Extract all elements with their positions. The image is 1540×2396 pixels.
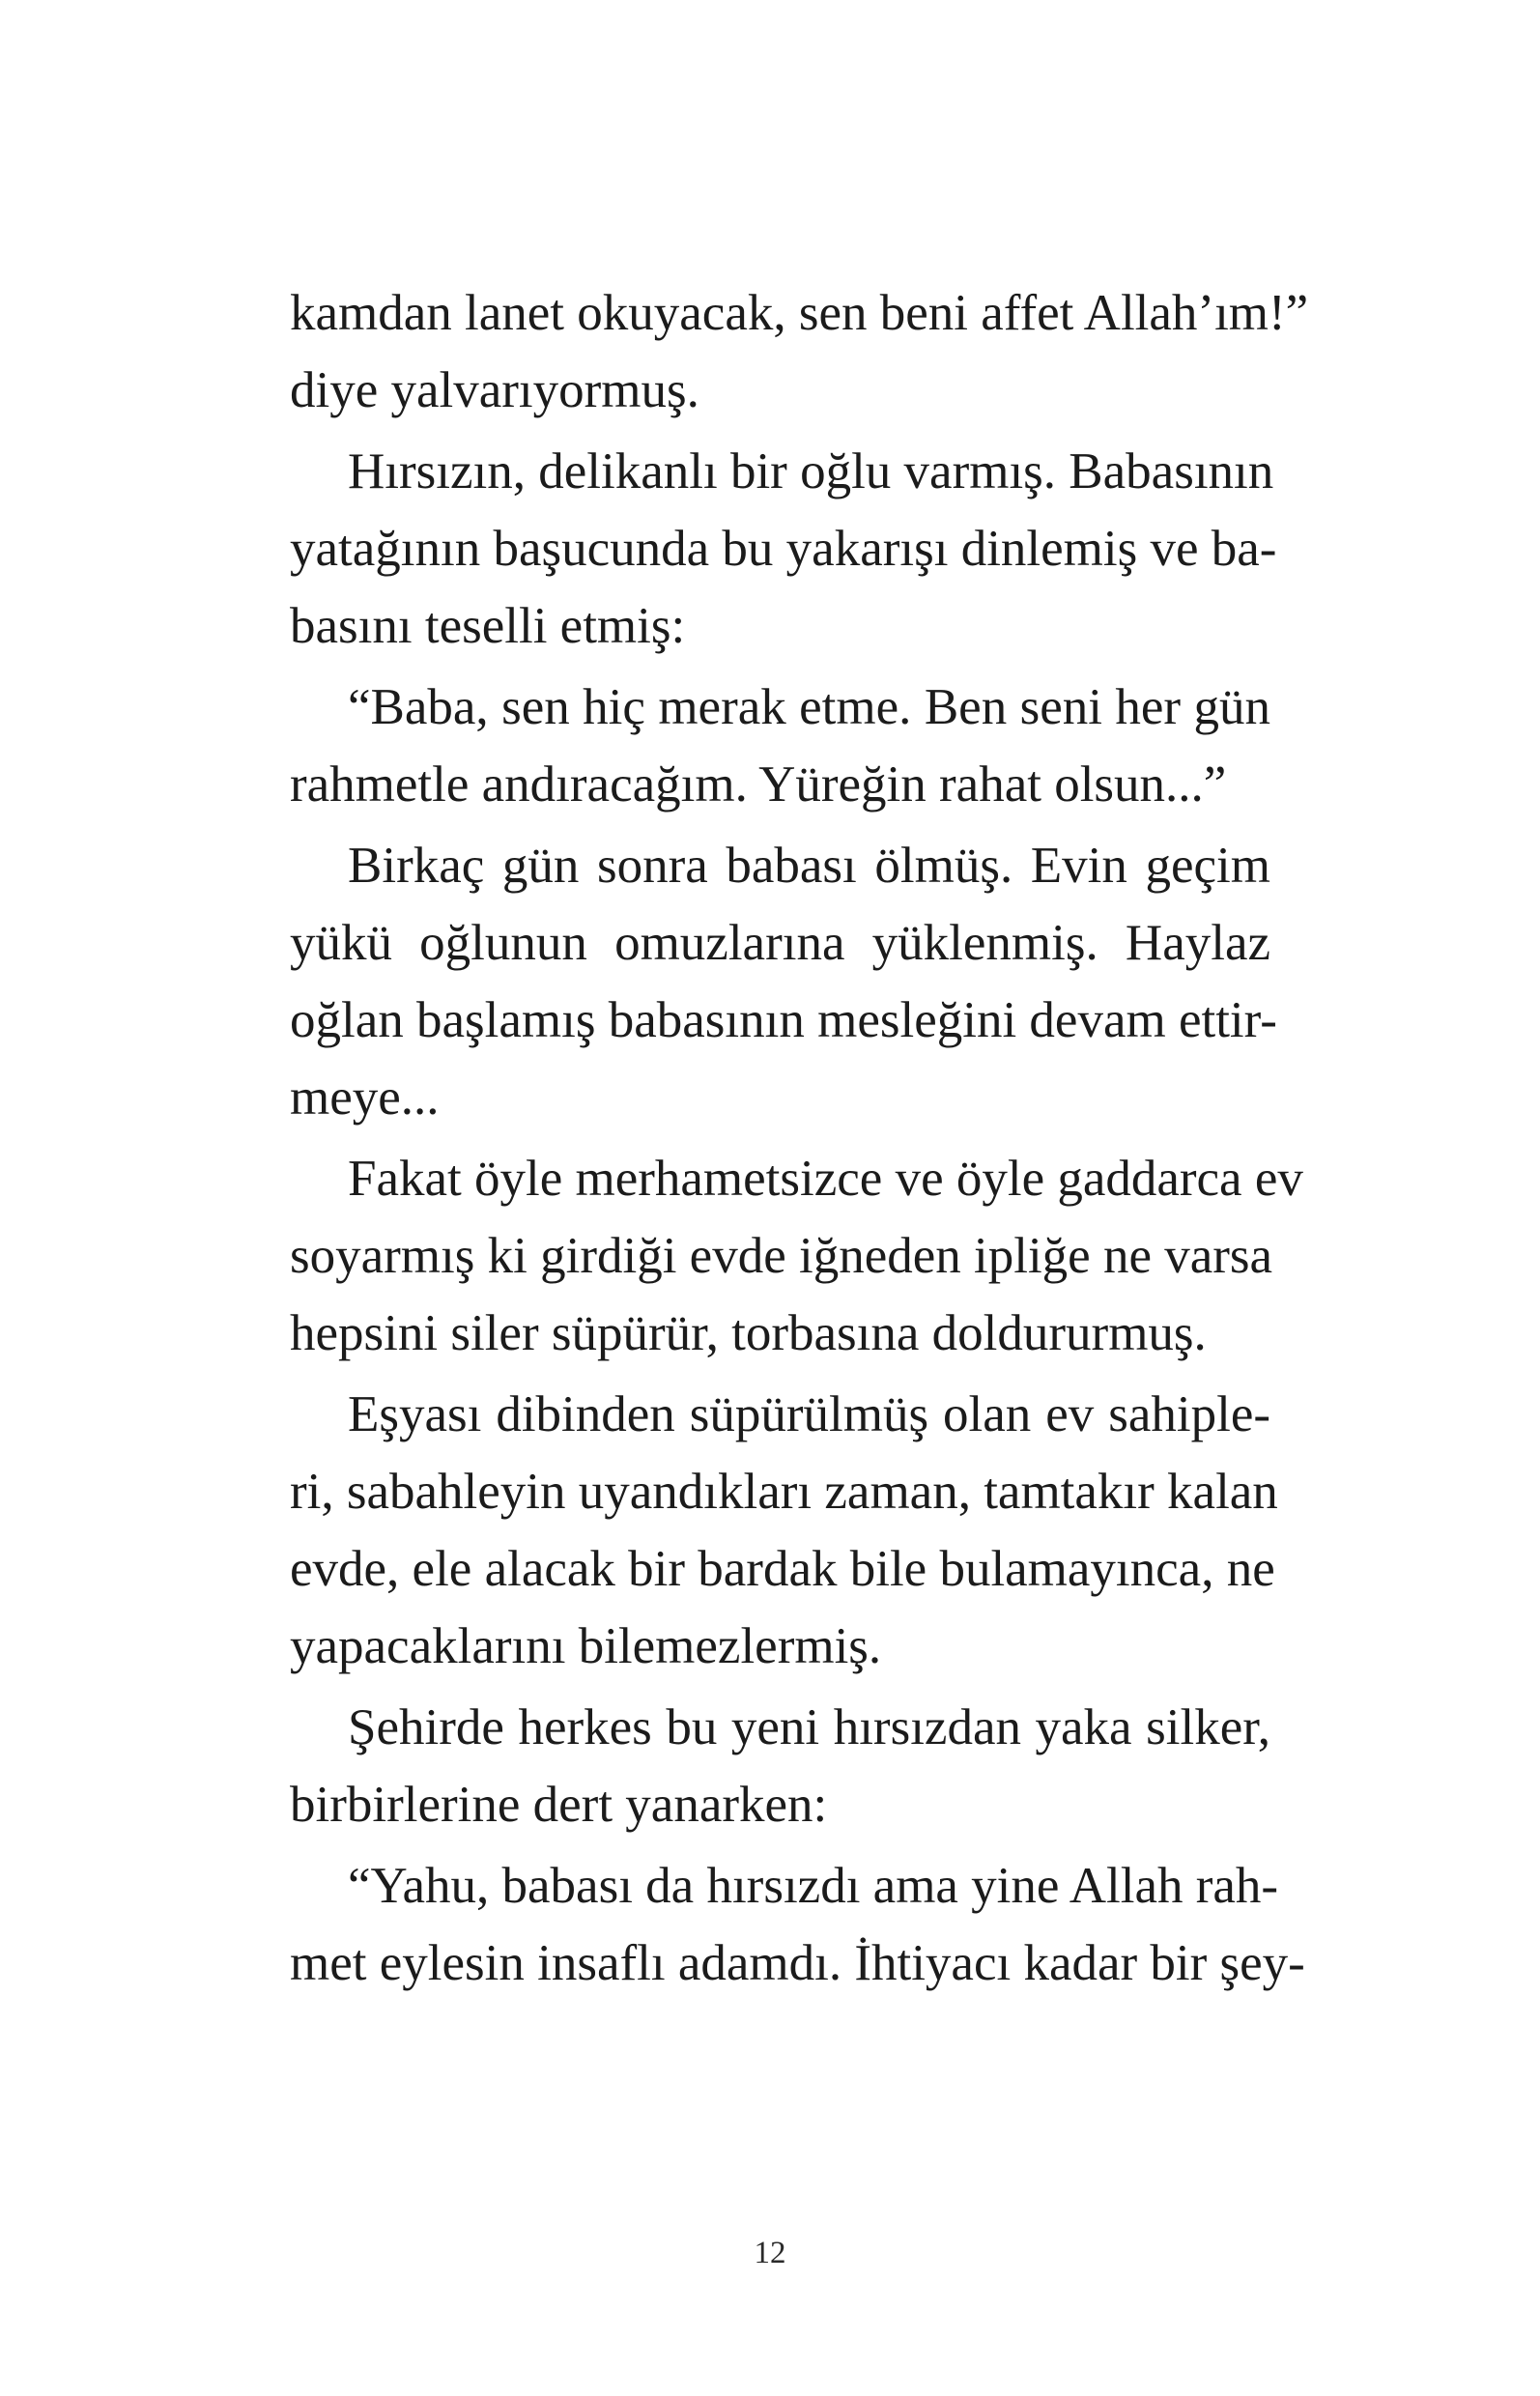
text-line: diye yalvarıyormuş.: [290, 362, 699, 418]
text-line: hepsini siler süpürür, torbasına doldururmuş.: [290, 1305, 1207, 1361]
page-number: 12: [754, 2236, 786, 2270]
text-line: meye...: [290, 1070, 440, 1126]
text-line: ri, sabahleyin uyandıkları zaman, tamtakır kalan: [290, 1464, 1278, 1520]
text-line: Eşyası dibinden süpürülmüş olan ev sahiple-: [348, 1386, 1270, 1442]
text-line: rahmetle andıracağım. Yüreğin rahat olsun...”: [290, 756, 1227, 813]
text-line: Hırsızın, delikanlı bir oğlu varmış. Babasının: [348, 443, 1274, 499]
body-text: [290, 274, 1309, 2006]
text-line: oğlan başlamış babasının mesleğini devam ettir-: [290, 992, 1277, 1048]
text-line: met eylesin insaflı adamdı. İhtiyacı kadar bir şey-: [290, 1935, 1305, 1991]
text-line: “Yahu, babası da hırsızdı ama yine Allah rah-: [348, 1858, 1279, 1914]
paragraph: [290, 1689, 1270, 1843]
text-line: basını teselli etmiş:: [290, 598, 686, 654]
text-line: soyarmış ki girdiği evde iğneden ipliğe ne varsa: [290, 1228, 1273, 1284]
text-line: yatağının başucunda bu yakarışı dinlemiş ve ba-: [290, 521, 1277, 577]
paragraph: [290, 1847, 1305, 2002]
text-line: evde, ele alacak bir bardak bile bulamayınca, ne: [290, 1541, 1275, 1597]
paragraph: [290, 274, 1309, 429]
text-line: yükü oğlunun omuzlarına yüklenmiş. Haylaz: [290, 915, 1270, 971]
text-line: yapacaklarını bilemezlermiş.: [290, 1618, 882, 1674]
text-line: “Baba, sen hiç merak etme. Ben seni her gün: [348, 679, 1270, 735]
paragraph: [290, 827, 1277, 1136]
text-line: birbirlerine dert yanarken:: [290, 1777, 828, 1833]
paragraph: [290, 1376, 1278, 1685]
paragraph: [290, 1140, 1303, 1372]
text-line: Fakat öyle merhametsizce ve öyle gaddarca ev: [348, 1151, 1303, 1207]
text-line: Şehirde herkes bu yeni hırsızdan yaka silker,: [348, 1699, 1270, 1755]
paragraph: [290, 669, 1270, 823]
text-line: kamdan lanet okuyacak, sen beni affet Allah’ım!”: [290, 285, 1309, 341]
text-line: Birkaç gün sonra babası ölmüş. Evin geçim: [348, 838, 1270, 894]
paragraph: [290, 433, 1277, 665]
